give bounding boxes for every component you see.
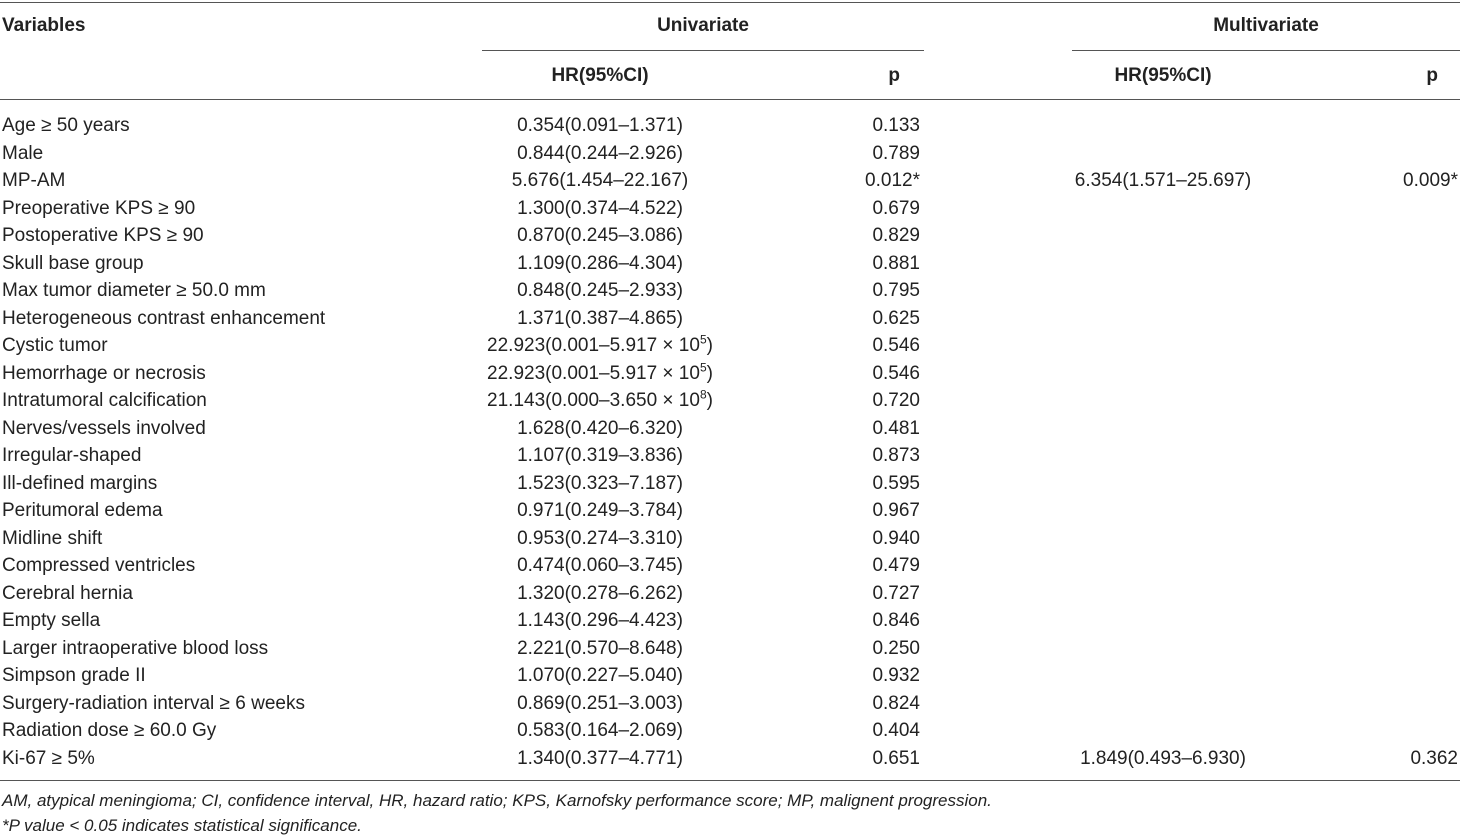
multi-p-cell: 0.009* [1403,170,1458,191]
uni-hr-cell: 0.583(0.164–2.069) [517,720,683,741]
uni-hr-tail: ) [706,362,713,384]
uni-hr-cell: 1.070(0.227–5.040) [517,665,683,686]
table-row [0,442,1460,470]
uni-p-cell: 0.479 [872,555,920,576]
variable-cell: Hemorrhage or necrosis [2,362,206,384]
header-univariate: Univariate [657,15,749,36]
table-row [0,662,1460,690]
uni-hr-cell: 0.870(0.245–3.086) [517,225,683,246]
uni-p-cell: 0.679 [872,197,920,219]
table-row [0,305,1460,333]
uni-p-cell: 0.133 [872,115,920,136]
variable-cell: Midline shift [2,527,103,549]
variable-cell: Intratumoral calcification [2,390,207,411]
header-variables: Variables [2,15,86,36]
uni-p-cell: 0.595 [872,472,920,494]
header-multivariate: Multivariate [1213,15,1319,36]
uni-p-cell: 0.727 [872,582,920,604]
uni-p-cell: 0.546 [872,362,920,384]
uni-p-cell: 0.012* [865,170,920,191]
uni-hr-tail: ) [706,335,713,356]
uni-hr-cell: 0.844(0.244–2.926) [517,142,683,164]
variable-cell: Surgery-radiation interval ≥ 6 weeks [2,692,305,714]
variable-cell: Male [2,142,44,164]
table-row [0,497,1460,525]
uni-hr-tail: ) [706,390,713,411]
univariate-underline [482,50,924,51]
uni-p-cell: 0.881 [872,252,920,274]
uni-hr-cell: 1.109(0.286–4.304) [517,252,683,274]
uni-hr-cell: 0.869(0.251–3.003) [517,692,683,714]
table-row [0,745,1460,773]
uni-hr-cell [487,332,713,360]
uni-hr-cell: 5.676(1.454–22.167) [511,170,689,191]
bottom-rule [0,780,1460,781]
variable-cell: Compressed ventricles [2,555,196,576]
uni-hr-value: 22.923(0.001–5.917 × 10 [487,362,700,384]
uni-hr-cell: 1.143(0.296–4.423) [517,610,683,631]
table-row [0,222,1460,250]
multi-p-cell: 0.362 [1410,747,1458,769]
variable-cell: Simpson grade II [2,665,146,686]
variable-cell: Irregular-shaped [2,445,142,466]
table-row [0,470,1460,498]
uni-p-cell: 0.824 [872,692,920,714]
variable-cell: Cerebral hernia [2,582,133,604]
uni-hr-cell: 1.340(0.377–4.771) [517,747,683,769]
variable-cell: Radiation dose ≥ 60.0 Gy [2,720,217,741]
uni-hr-exponent: 5 [699,332,707,347]
uni-p-cell: 0.967 [872,500,920,521]
table-row [0,415,1460,443]
table-row [0,277,1460,305]
table-row [0,167,1460,195]
multi-hr-cell: 6.354(1.571–25.697) [1074,170,1252,191]
header-multi-hr: HR(95%CI) [1114,65,1212,86]
variable-cell: Skull base group [2,252,144,274]
multi-hr-cell: 1.849(0.493–6.930) [1080,747,1246,769]
uni-hr-cell: 0.474(0.060–3.745) [517,555,683,576]
table-row [0,690,1460,718]
uni-hr-exponent: 8 [699,387,707,402]
uni-hr-cell: 1.107(0.319–3.836) [517,445,683,466]
uni-hr-cell: 0.953(0.274–3.310) [517,527,683,549]
table-row [0,195,1460,223]
table-row [0,717,1460,745]
uni-hr-exponent: 5 [699,360,707,375]
variable-cell: Cystic tumor [2,335,108,356]
uni-p-cell: 0.481 [872,417,920,439]
table-row [0,112,1460,140]
uni-hr-cell: 1.300(0.374–4.522) [517,197,683,219]
footnote-significance: *P value < 0.05 indicates statistical significance. [2,816,362,835]
uni-hr-cell: 0.848(0.245–2.933) [517,280,683,301]
table-row [0,552,1460,580]
footnote-abbreviations: AM, atypical meningioma; CI, confidence interval, HR, hazard ratio; KPS, Karnofsky performance score; MP, malignent progression. [2,791,992,810]
variable-cell: Age ≥ 50 years [2,115,130,136]
uni-hr-cell: 0.971(0.249–3.784) [517,500,683,521]
header-uni-p: p [888,65,900,86]
uni-p-cell: 0.873 [872,445,920,466]
table-row [0,250,1460,278]
multivariate-underline [1072,50,1460,51]
variable-cell: Heterogeneous contrast enhancement [2,307,326,329]
uni-hr-cell: 1.371(0.387–4.865) [517,307,683,329]
uni-p-cell: 0.546 [872,335,920,356]
uni-p-cell: 0.625 [872,307,920,329]
header-rule [0,99,1460,100]
uni-hr-cell: 1.628(0.420–6.320) [517,417,683,439]
variable-cell: Postoperative KPS ≥ 90 [2,225,204,246]
variable-cell: Max tumor diameter ≥ 50.0 mm [2,280,266,301]
uni-hr-cell: 2.221(0.570–8.648) [517,637,683,659]
table-row [0,360,1460,388]
header-multi-p: p [1426,65,1438,86]
uni-hr-cell [487,360,713,388]
table-row [0,607,1460,635]
uni-hr-cell: 0.354(0.091–1.371) [517,115,683,136]
variable-cell: Peritumoral edema [2,500,163,521]
table-row [0,580,1460,608]
header-uni-hr: HR(95%CI) [551,65,649,86]
variable-cell: Ill-defined margins [2,472,158,494]
uni-p-cell: 0.250 [872,637,920,659]
uni-p-cell: 0.940 [872,527,920,549]
uni-p-cell: 0.720 [872,390,920,411]
uni-hr-cell [487,387,713,415]
table-row [0,140,1460,168]
variable-cell: Preoperative KPS ≥ 90 [2,197,196,219]
table-row [0,332,1460,360]
table-row [0,635,1460,663]
uni-p-cell: 0.795 [872,280,920,301]
variable-cell: Larger intraoperative blood loss [2,637,269,659]
uni-p-cell: 0.404 [872,720,920,741]
uni-hr-cell: 1.523(0.323–7.187) [517,472,683,494]
variable-cell: MP-AM [2,170,66,191]
uni-p-cell: 0.829 [872,225,920,246]
table-row [0,387,1460,415]
uni-p-cell: 0.789 [872,142,920,164]
table-row [0,525,1460,553]
variable-cell: Nerves/vessels involved [2,417,206,439]
uni-hr-cell: 1.320(0.278–6.262) [517,582,683,604]
uni-p-cell: 0.846 [872,610,920,631]
uni-p-cell: 0.932 [872,665,920,686]
variable-cell: Empty sella [2,610,101,631]
variable-cell: Ki-67 ≥ 5% [2,747,95,769]
uni-p-cell: 0.651 [872,747,920,769]
uni-hr-value: 22.923(0.001–5.917 × 10 [487,335,700,356]
top-rule [0,2,1460,3]
uni-hr-value: 21.143(0.000–3.650 × 10 [487,390,700,411]
